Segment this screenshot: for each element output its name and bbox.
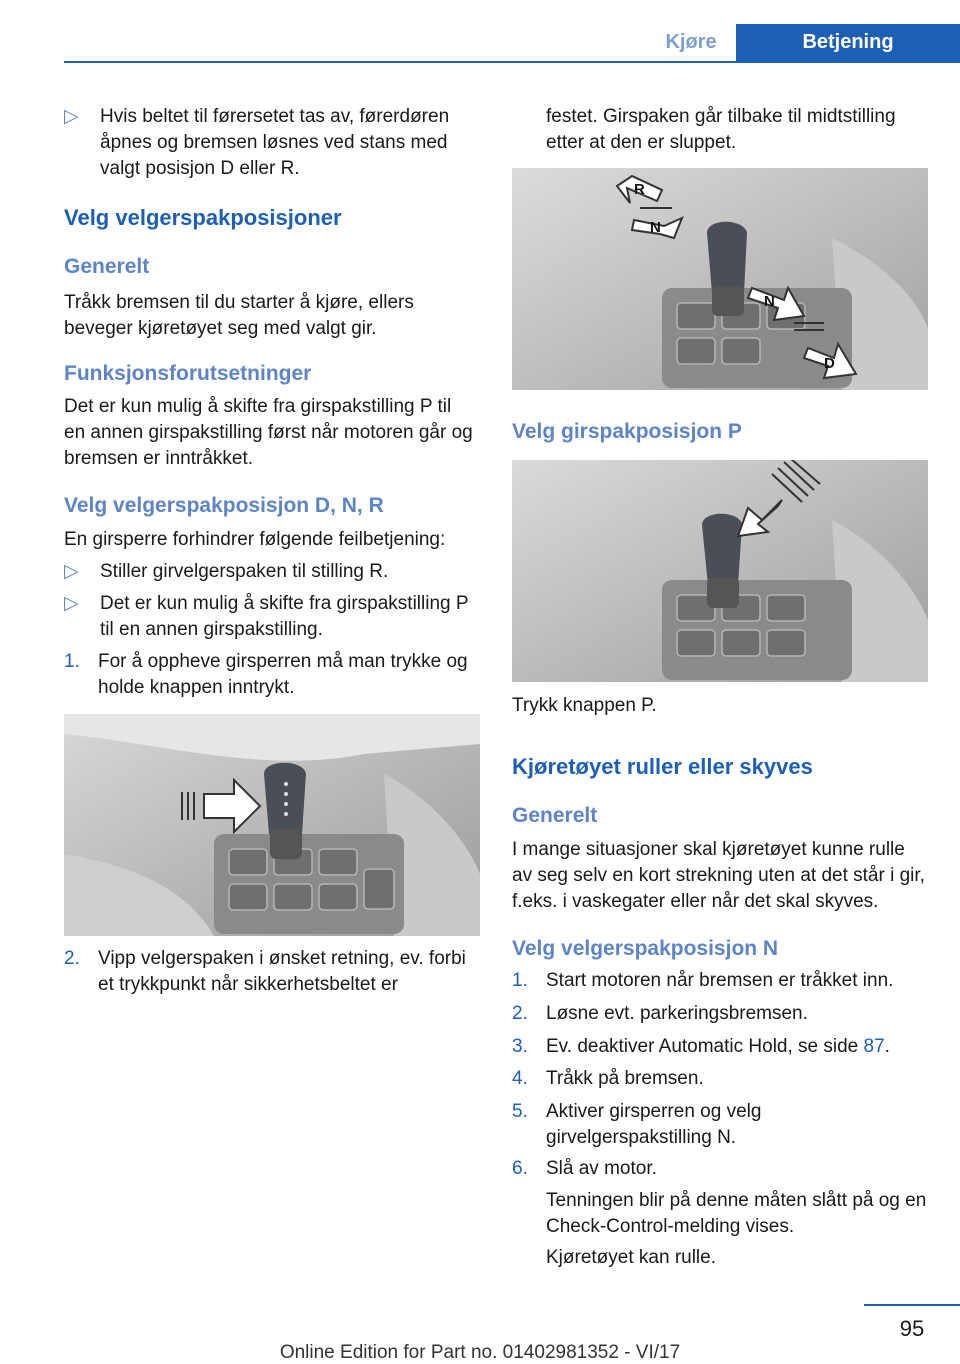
tab-betjening[interactable]: Betjening (736, 24, 960, 61)
paragraph: En girsperre forhindrer følgende feilbetjening: (64, 529, 446, 550)
edition-footer: Online Edition for Part no. 01402981352 - VI/17 (279, 1342, 681, 1363)
page-number: 95 (899, 1316, 925, 1341)
step-number: 1. (512, 970, 528, 991)
step-number: 3. (512, 1036, 528, 1057)
label-n-lower: N (764, 293, 775, 310)
triangle-bullet-icon: ▷ (64, 593, 79, 614)
step-text: Slå av motor. (546, 1158, 657, 1179)
triangle-bullet-icon: ▷ (64, 106, 79, 127)
label-r: R (634, 181, 645, 198)
subheading: Funksjonsforutsetninger (64, 362, 312, 385)
step-number: 5. (512, 1101, 528, 1122)
subheading: Velg girspakposisjon P (512, 420, 742, 443)
step-text: Vipp velgerspaken i ønsket retning, ev. forbi et trykkpunkt når sikkerhetsbeltet er (98, 948, 466, 995)
paragraph: Kjøretøyet kan rulle. (546, 1247, 716, 1268)
step-text: Aktiver girsperren og velg girvelgerspakstilling N. (546, 1101, 762, 1148)
subheading: Velg velgerspakposisjon N (512, 937, 779, 960)
bullet-text: Hvis beltet til førersetet tas av, førerdøren åpnes og bremsen løsnes ved stans med valgt posisjon D eller R. (100, 106, 450, 179)
gear-lever-button-photo (64, 714, 480, 936)
section-heading: Kjøretøyet ruller eller skyves (512, 754, 813, 779)
list-item (512, 1156, 928, 1182)
label-d: D (824, 355, 835, 372)
page-link[interactable]: 87 (863, 1036, 885, 1057)
tab-kjore[interactable]: Kjøre (665, 31, 717, 53)
footer-rule (864, 1304, 960, 1306)
list-item (512, 1034, 928, 1060)
step-number: 6. (512, 1158, 528, 1179)
paragraph: Trykk knappen P. (512, 695, 657, 716)
step-text: Løsne evt. parkeringsbremsen. (546, 1003, 808, 1024)
label-n-upper: N (650, 219, 661, 236)
paragraph: festet. Girspaken går tilbake til midtstilling etter at den er sluppet. (546, 106, 896, 153)
step-number: 2. (64, 948, 80, 969)
list-item (64, 649, 469, 701)
paragraph: Tenningen blir på denne måten slått på og en Check-Control-melding vises. (546, 1190, 927, 1237)
subheading: Velg velgerspakposisjon D, N, R (64, 494, 384, 517)
header-rule (64, 61, 960, 63)
step-text: For å oppheve girsperren må man trykke og holde knappen inntrykt. (98, 651, 468, 698)
triangle-bullet-icon: ▷ (64, 561, 79, 582)
section-heading: Velg velgerspakposisjoner (64, 205, 342, 230)
gear-lever-p-button-photo (512, 460, 928, 682)
subheading: Generelt (64, 255, 150, 278)
paragraph: Tråkk bremsen til du starter å kjøre, ellers beveger kjøretøyet seg med valgt gir. (64, 292, 414, 339)
gear-lever-directions-photo (512, 168, 928, 390)
step-number: 2. (512, 1003, 528, 1024)
list-item (512, 968, 928, 994)
list-item (512, 1099, 928, 1151)
list-item (64, 559, 469, 585)
list-item (64, 946, 469, 998)
list-item (512, 1001, 928, 1027)
paragraph: I mange situasjoner skal kjøretøyet kunne rulle av seg selv en kort strekning uten at det står i gir, f.eks. i vaskegater eller når det skal skyves. (512, 839, 925, 912)
subheading: Generelt (512, 804, 598, 827)
step-text: Start motoren når bremsen er tråkket inn. (546, 970, 894, 991)
bullet-text: Stiller girvelgerspaken til stilling R. (100, 561, 389, 582)
step-number: 1. (64, 651, 80, 672)
paragraph: Det er kun mulig å skifte fra girspakstilling P til en annen girspakstilling først når motoren går og bremsen er inntråkket. (64, 396, 473, 469)
step-text: Tråkk på bremsen. (546, 1068, 704, 1089)
list-item (512, 1066, 928, 1092)
step-number: 4. (512, 1068, 528, 1089)
step-text: Ev. deaktiver Automatic Hold, se side 87. (546, 1036, 890, 1057)
list-item (64, 104, 469, 182)
bullet-text: Det er kun mulig å skifte fra girspakstilling P til en annen girspakstilling. (100, 593, 469, 640)
list-item (64, 591, 469, 643)
